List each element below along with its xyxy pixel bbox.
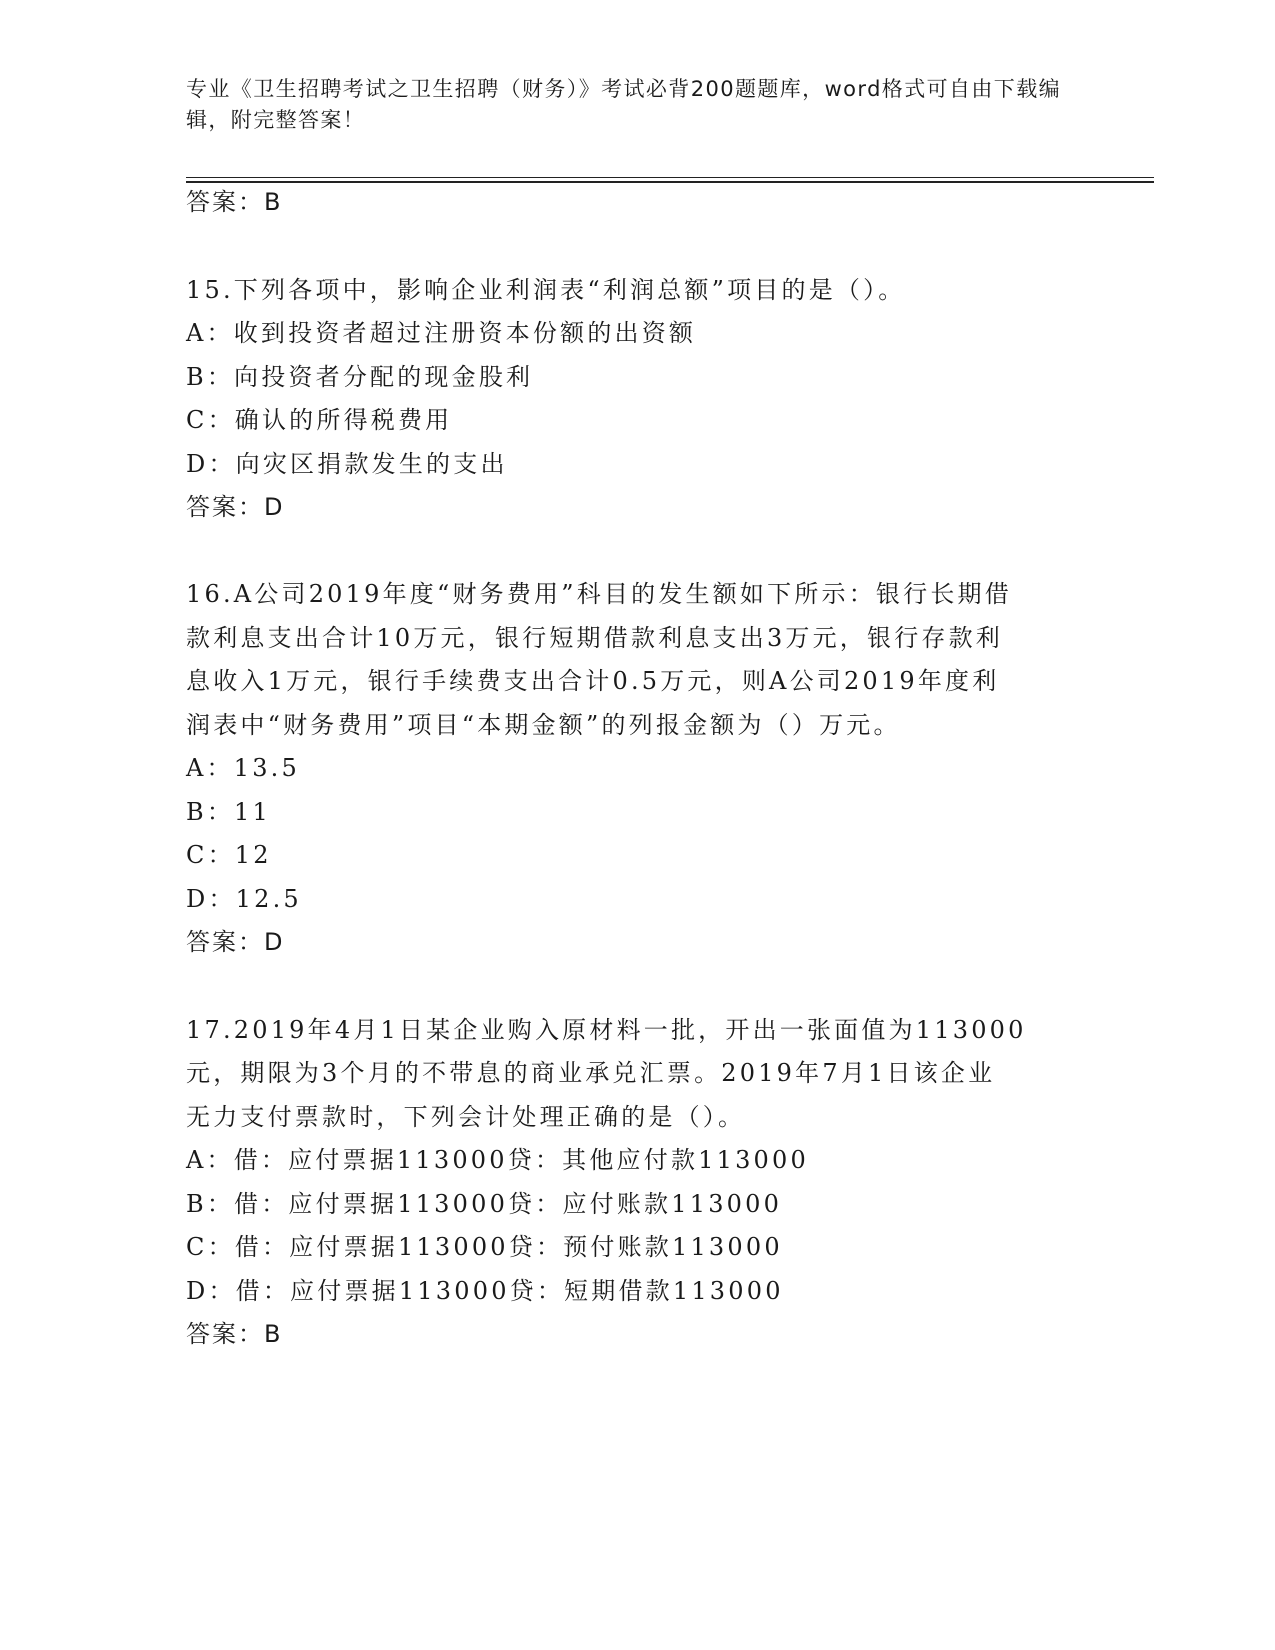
question-stem-line-2: 元，期限为3个月的不带息的商业承兑汇票。2019年7月1日该企业 xyxy=(186,1059,996,1087)
option-b: B：借：应付票据113000贷：应付账款113000 xyxy=(186,1190,783,1218)
question-answer: 答案：B xyxy=(186,1320,283,1348)
question-stem-line-3: 息收入1万元，银行手续费支出合计0.5万元，则A公司2019年度利 xyxy=(186,667,1000,695)
option-a: A：借：应付票据113000贷：其他应付款113000 xyxy=(186,1146,809,1174)
option-c: C：确认的所得税费用 xyxy=(186,406,453,434)
question-stem-line-3: 无力支付票款时，下列会计处理正确的是（）。 xyxy=(186,1103,746,1131)
question-answer: 答案：D xyxy=(186,493,285,521)
question-stem-line-1: 17.2019年4月1日某企业购入原材料一批，开出一张面值为113000 xyxy=(186,1016,1027,1044)
option-a: A：收到投资者超过注册资本份额的出资额 xyxy=(186,319,697,347)
option-b: B：11 xyxy=(186,798,271,826)
previous-question-answer: 答案：B xyxy=(186,188,283,216)
question-stem-line-1: 16.A公司2019年度“财务费用”科目的发生额如下所示：银行长期借 xyxy=(186,580,1012,608)
question-answer: 答案：D xyxy=(186,928,285,956)
option-d: D：借：应付票据113000贷：短期借款113000 xyxy=(186,1277,784,1305)
option-d: D：向灾区捐款发生的支出 xyxy=(186,450,508,478)
header-divider-thin xyxy=(186,177,1154,178)
document-header: 专业《卫生招聘考试之卫生招聘（财务）》考试必背200题题库，word格式可自由下载编辑，附完整答案！ xyxy=(186,77,1061,132)
option-c: C：借：应付票据113000贷：预付账款113000 xyxy=(186,1233,783,1261)
option-b: B：向投资者分配的现金股利 xyxy=(186,363,534,391)
option-a: A：13.5 xyxy=(186,754,300,782)
option-d: D：12.5 xyxy=(186,885,302,913)
header-divider-thick xyxy=(186,181,1154,183)
question-stem-line-4: 润表中“财务费用”项目“本期金额”的列报金额为（）万元。 xyxy=(186,711,901,739)
question-stem-line-2: 款利息支出合计10万元，银行短期借款利息支出3万元，银行存款利 xyxy=(186,624,1004,652)
option-c: C：12 xyxy=(186,841,272,869)
question-stem: 15.下列各项中，影响企业利润表“利润总额”项目的是（）。 xyxy=(186,276,906,304)
